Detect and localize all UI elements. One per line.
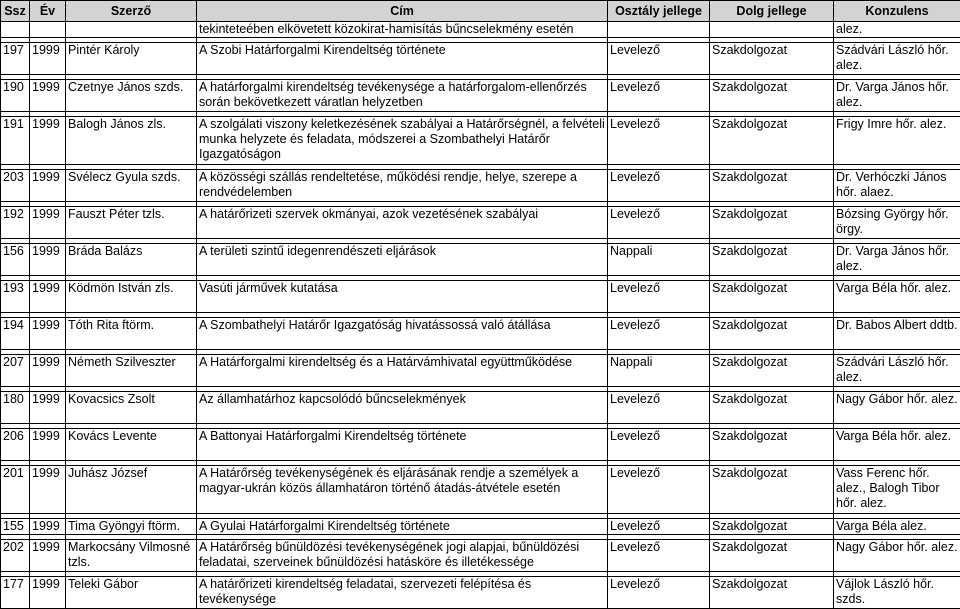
cell-szerzo: Németh Szilveszter <box>66 355 197 387</box>
table-row <box>1 429 960 461</box>
cell-dolg: Szakdolgozat <box>710 355 834 387</box>
cell-ev: 1999 <box>30 281 66 313</box>
table-row <box>1 318 960 350</box>
cell-osztaly: Levelező <box>608 540 710 572</box>
cell-ev: 1999 <box>30 170 66 202</box>
cell-konzulens: Vájlok László hőr. szds. <box>834 577 960 609</box>
cell-dolg: Szakdolgozat <box>710 80 834 112</box>
cell-ev: 1999 <box>30 355 66 387</box>
cell-ssz: 155 <box>1 519 30 535</box>
cell-cim: A Határforgalmi kirendeltség és a Határvámhivatal együttműködése <box>197 355 608 387</box>
cell-konzulens: Varga Béla hőr. alez. <box>834 281 960 313</box>
cell-ev: 1999 <box>30 540 66 572</box>
cell-dolg: Szakdolgozat <box>710 117 834 165</box>
cell-konzulens: Szádvári László hőr. alez. <box>834 355 960 387</box>
cell-szerzo: Pintér Károly <box>66 43 197 75</box>
cell-ssz: 201 <box>1 466 30 514</box>
cell-cim: Vasúti járművek kutatása <box>197 281 608 313</box>
col-header-konzulens: Konzulens <box>834 1 960 22</box>
cell-dolg: Szakdolgozat <box>710 577 834 609</box>
cell-szerzo: Fauszt Péter tzls. <box>66 207 197 239</box>
cell-cim: A határőrizeti kirendeltség feladatai, szervezeti felépítésa és tevékenysége <box>197 577 608 609</box>
cell-szerzo: Juhász József <box>66 466 197 514</box>
cell-konzulens: alez. <box>834 22 960 38</box>
cell-ev: 1999 <box>30 519 66 535</box>
cell-konzulens: Dr. Varga János hőr. alez. <box>834 244 960 276</box>
cell-osztaly: Levelező <box>608 392 710 424</box>
cell-cim: A Szombathelyi Határőr Igazgatóság hivatássossá való átállása <box>197 318 608 350</box>
cell-osztaly: Levelező <box>608 170 710 202</box>
cell-osztaly: Levelező <box>608 207 710 239</box>
cell-cim: A Határőrség bűnüldözési tevékenységének jogi alapjai, bűnüldözési feladatai, szerveinek bűnüldözési hatásköre és illetékessége <box>197 540 608 572</box>
cell-konzulens: Dr. Babos Albert ddtb. <box>834 318 960 350</box>
cell-szerzo: Czetnye János szds. <box>66 80 197 112</box>
cell-ssz: 180 <box>1 392 30 424</box>
cell-ssz: 190 <box>1 80 30 112</box>
cell-osztaly: Levelező <box>608 466 710 514</box>
cell-szerzo: Kovacsics Zsolt <box>66 392 197 424</box>
table-row <box>1 43 960 75</box>
cell-ssz: 191 <box>1 117 30 165</box>
cell-ssz: 193 <box>1 281 30 313</box>
cell-ev: 1999 <box>30 207 66 239</box>
cell-cim: A szolgálati viszony keletkezésének szabályai a Határőrségnél, a felvételi munka helyzete és feladata, módszerei a Szombathelyi Határőr Igazgatóságon <box>197 117 608 165</box>
cell-dolg: Szakdolgozat <box>710 466 834 514</box>
cell-ssz: 207 <box>1 355 30 387</box>
cell-ev: 1999 <box>30 466 66 514</box>
table-row <box>1 281 960 313</box>
cell-cim: Az államhatárhoz kapcsolódó bűncselekmények <box>197 392 608 424</box>
cell-cim: A Gyulai Határforgalmi Kirendeltség története <box>197 519 608 535</box>
cell-szerzo: Tóth Rita ftörm. <box>66 318 197 350</box>
cell-konzulens: Vass Ferenc hőr. alez., Balogh Tibor hőr. alez. <box>834 466 960 514</box>
cell-osztaly: Levelező <box>608 318 710 350</box>
cell-szerzo: Ködmön István zls. <box>66 281 197 313</box>
cell-szerzo: Kovács Levente <box>66 429 197 461</box>
header-row <box>1 1 960 22</box>
cell-cim: A határforgalmi kirendeltség tevékenysége a határforgalom-ellenőrzés során bekövetkezett váratlan helyzetben <box>197 80 608 112</box>
cell-szerzo: Tima Gyöngyi ftörm. <box>66 519 197 535</box>
cell-konzulens: Dr. Varga János hőr. alez. <box>834 80 960 112</box>
cell-ev: 1999 <box>30 392 66 424</box>
cell-szerzo: Bráda Balázs <box>66 244 197 276</box>
col-header-ssz: Ssz <box>1 1 30 22</box>
table-row <box>1 392 960 424</box>
cell-ev: 1999 <box>30 80 66 112</box>
cell-konzulens: Varga Béla alez. <box>834 519 960 535</box>
table-row <box>1 170 960 202</box>
cell-cim: tekinteteében elkövetett közokirat-hamisítás bűncselekmény esetén <box>197 22 608 38</box>
cell-cim: A területi szintű idegenrendészeti eljárások <box>197 244 608 276</box>
cell-ssz: 156 <box>1 244 30 276</box>
cell-szerzo: Teleki Gábor <box>66 577 197 609</box>
cell-osztaly: Levelező <box>608 429 710 461</box>
cell-dolg: Szakdolgozat <box>710 392 834 424</box>
cell-ev: 1999 <box>30 43 66 75</box>
cell-osztaly: Nappali <box>608 244 710 276</box>
cell-osztaly: Nappali <box>608 355 710 387</box>
col-header-osztaly: Osztály jellege <box>608 1 710 22</box>
cell-dolg: Szakdolgozat <box>710 170 834 202</box>
cell-dolg: Szakdolgozat <box>710 318 834 350</box>
cell-dolg: Szakdolgozat <box>710 281 834 313</box>
table-row <box>1 540 960 572</box>
cell-dolg: Szakdolgozat <box>710 540 834 572</box>
cell-konzulens: Nagy Gábor hőr. alez. <box>834 540 960 572</box>
cell-ssz: 202 <box>1 540 30 572</box>
cell-osztaly: Levelező <box>608 80 710 112</box>
cell-cim: A határőrizeti szervek okmányai, azok vezetésének szabályai <box>197 207 608 239</box>
cell-osztaly: Levelező <box>608 117 710 165</box>
cell-konzulens: Bózsing György hőr. örgy. <box>834 207 960 239</box>
table-row <box>1 355 960 387</box>
cell-szerzo: Svélecz Gyula szds. <box>66 170 197 202</box>
cell-ev: 1999 <box>30 244 66 276</box>
cell-osztaly: Levelező <box>608 519 710 535</box>
cell-konzulens: Varga Béla hőr. alez. <box>834 429 960 461</box>
cell-cim: A Szobi Határforgalmi Kirendeltség története <box>197 43 608 75</box>
cell-dolg: Szakdolgozat <box>710 207 834 239</box>
cell-konzulens: Nagy Gábor hőr. alez. <box>834 392 960 424</box>
cell-ev: 1999 <box>30 318 66 350</box>
cell-dolg: Szakdolgozat <box>710 519 834 535</box>
cell-ssz: 206 <box>1 429 30 461</box>
cell-szerzo: Balogh János zls. <box>66 117 197 165</box>
cell-konzulens: Szádvári László hőr. alez. <box>834 43 960 75</box>
table-row <box>1 80 960 112</box>
cell-dolg: Szakdolgozat <box>710 244 834 276</box>
cell-dolg: Szakdolgozat <box>710 429 834 461</box>
col-header-cim: Cím <box>197 1 608 22</box>
table-row-partial <box>1 22 960 38</box>
cell-konzulens: Frigy Imre hőr. alez. <box>834 117 960 165</box>
cell-konzulens: Dr. Verhóczki János hőr. alaez. <box>834 170 960 202</box>
cell-ev: 1999 <box>30 577 66 609</box>
col-header-dolg: Dolg jellege <box>710 1 834 22</box>
cell-ev: 1999 <box>30 429 66 461</box>
cell-szerzo: Markocsány Vilmosné tzls. <box>66 540 197 572</box>
cell-ssz: 203 <box>1 170 30 202</box>
table-row <box>1 577 960 609</box>
cell-ssz: 192 <box>1 207 30 239</box>
table-row <box>1 244 960 276</box>
cell-osztaly: Levelező <box>608 281 710 313</box>
table-row <box>1 207 960 239</box>
cell-cim: A Battonyai Határforgalmi Kirendeltség története <box>197 429 608 461</box>
cell-cim: A Határőrség tevékenységének és eljárásának rendje a személyek a magyar-ukrán közös államhatáron történő átadás-átvétele esetén <box>197 466 608 514</box>
table-row <box>1 117 960 165</box>
cell-osztaly: Levelező <box>608 577 710 609</box>
cell-cim: A közösségi szállás rendeltetése, működési rendje, helye, szerepe a rendvédelemben <box>197 170 608 202</box>
cell-osztaly: Levelező <box>608 43 710 75</box>
cell-ssz: 177 <box>1 577 30 609</box>
cell-dolg: Szakdolgozat <box>710 43 834 75</box>
table-row <box>1 466 960 514</box>
col-header-ev: Év <box>30 1 66 22</box>
cell-ssz: 194 <box>1 318 30 350</box>
col-header-szerzo: Szerző <box>66 1 197 22</box>
table-row <box>1 519 960 535</box>
cell-ev: 1999 <box>30 117 66 165</box>
cell-ssz: 197 <box>1 43 30 75</box>
